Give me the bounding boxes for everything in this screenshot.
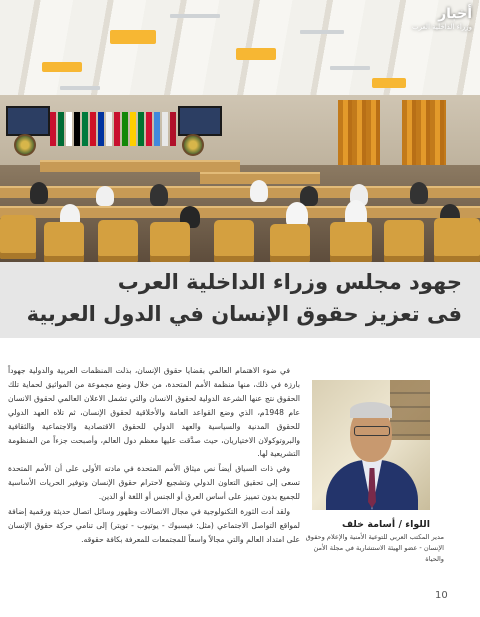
article-body xyxy=(8,364,300,579)
article-title-line-2: فى تعزيز حقوق الإنسان في الدول العربية xyxy=(26,302,462,326)
emblem-right xyxy=(182,134,204,156)
desk-row xyxy=(40,160,240,172)
emblem-left xyxy=(14,134,36,156)
author-portrait xyxy=(312,380,430,510)
conference-hall-photo xyxy=(0,0,480,262)
ceiling xyxy=(0,0,480,98)
curtain-1 xyxy=(338,100,380,172)
section-heading xyxy=(412,6,472,32)
section-subtitle: وزراء الداخلية العرب xyxy=(412,23,472,31)
curtain-2 xyxy=(402,100,446,172)
screen-left xyxy=(6,106,50,136)
page-number: 10 xyxy=(435,590,448,601)
article-paragraph: ولقد أدت الثورة التكنولوجية في مجال الاتصالات وظهور وسائل اتصال حديثة ورقمية إضافة لمواقع التواصل الاجتماعي (مثل: فيسبوك - يوتيوب - تويتر) إلى تنامي حركة حقوق الإنسان على امتداد العالم والتي مجالاً واسعاً للمجتمعات للمعرفة بكافة حقوقه. xyxy=(8,507,300,544)
article-paragraph: وفي ذات السياق أيضاً نص ميثاق الأمم المتحدة في مادته الأولى على أن الأمم المتحدة تسعى إلى تحقيق التعاون الدولي وتشجيع لاحترام حقوق الإنسان وتوفير الحريات الأساسية للجميع بدون تمييز على أساس العرق أو الجنس أو اللغة أو الدين. xyxy=(8,464,300,502)
article-title-line-1: جهود مجلس وزراء الداخلية العرب xyxy=(117,270,462,294)
article-paragraph: في ضوء الاهتمام العالمي بقضايا حقوق الإنسان، بذلت المنظمات العربية والدولية جهوداً بارزة في ذلك، منها منظمة الأمم المتحدة، من خلال وضع مجموعة من المواثيق لحماية تلك الحقوق نتج عنها الشرعة الدولية لحقوق الانسان والتي تشمل الاعلان العالمي لحقوق الانسان عام 1948م، الذي وضع القواعد العامة والأخلاقية لحقوق الإنسان، ثم تلاه العهد الدولي للحقوق المدنية والسياسية والعهد الدولي للحقوق الاقتصادية والاجتماعية والثقافية والبروتوكولان الاختياريان، حيث صدَّقت عليها معظم دول العالم، وأصبحت جزءاً من المنظومة التشريعية لها. xyxy=(8,366,300,459)
desk-row xyxy=(0,186,480,198)
screen-right xyxy=(178,106,222,136)
flags-row xyxy=(48,112,178,152)
author-bio: مدير المكتب العربي للتوعية الأمنية والإعلام وحقوق الإنسان - عضو الهيئة الاستشارية في مجلة الأمن والحياة xyxy=(305,533,444,563)
article-title-band xyxy=(0,262,480,338)
author-name: اللواء / أسامة خلف xyxy=(341,519,430,530)
section-title: أخبار xyxy=(438,6,472,22)
